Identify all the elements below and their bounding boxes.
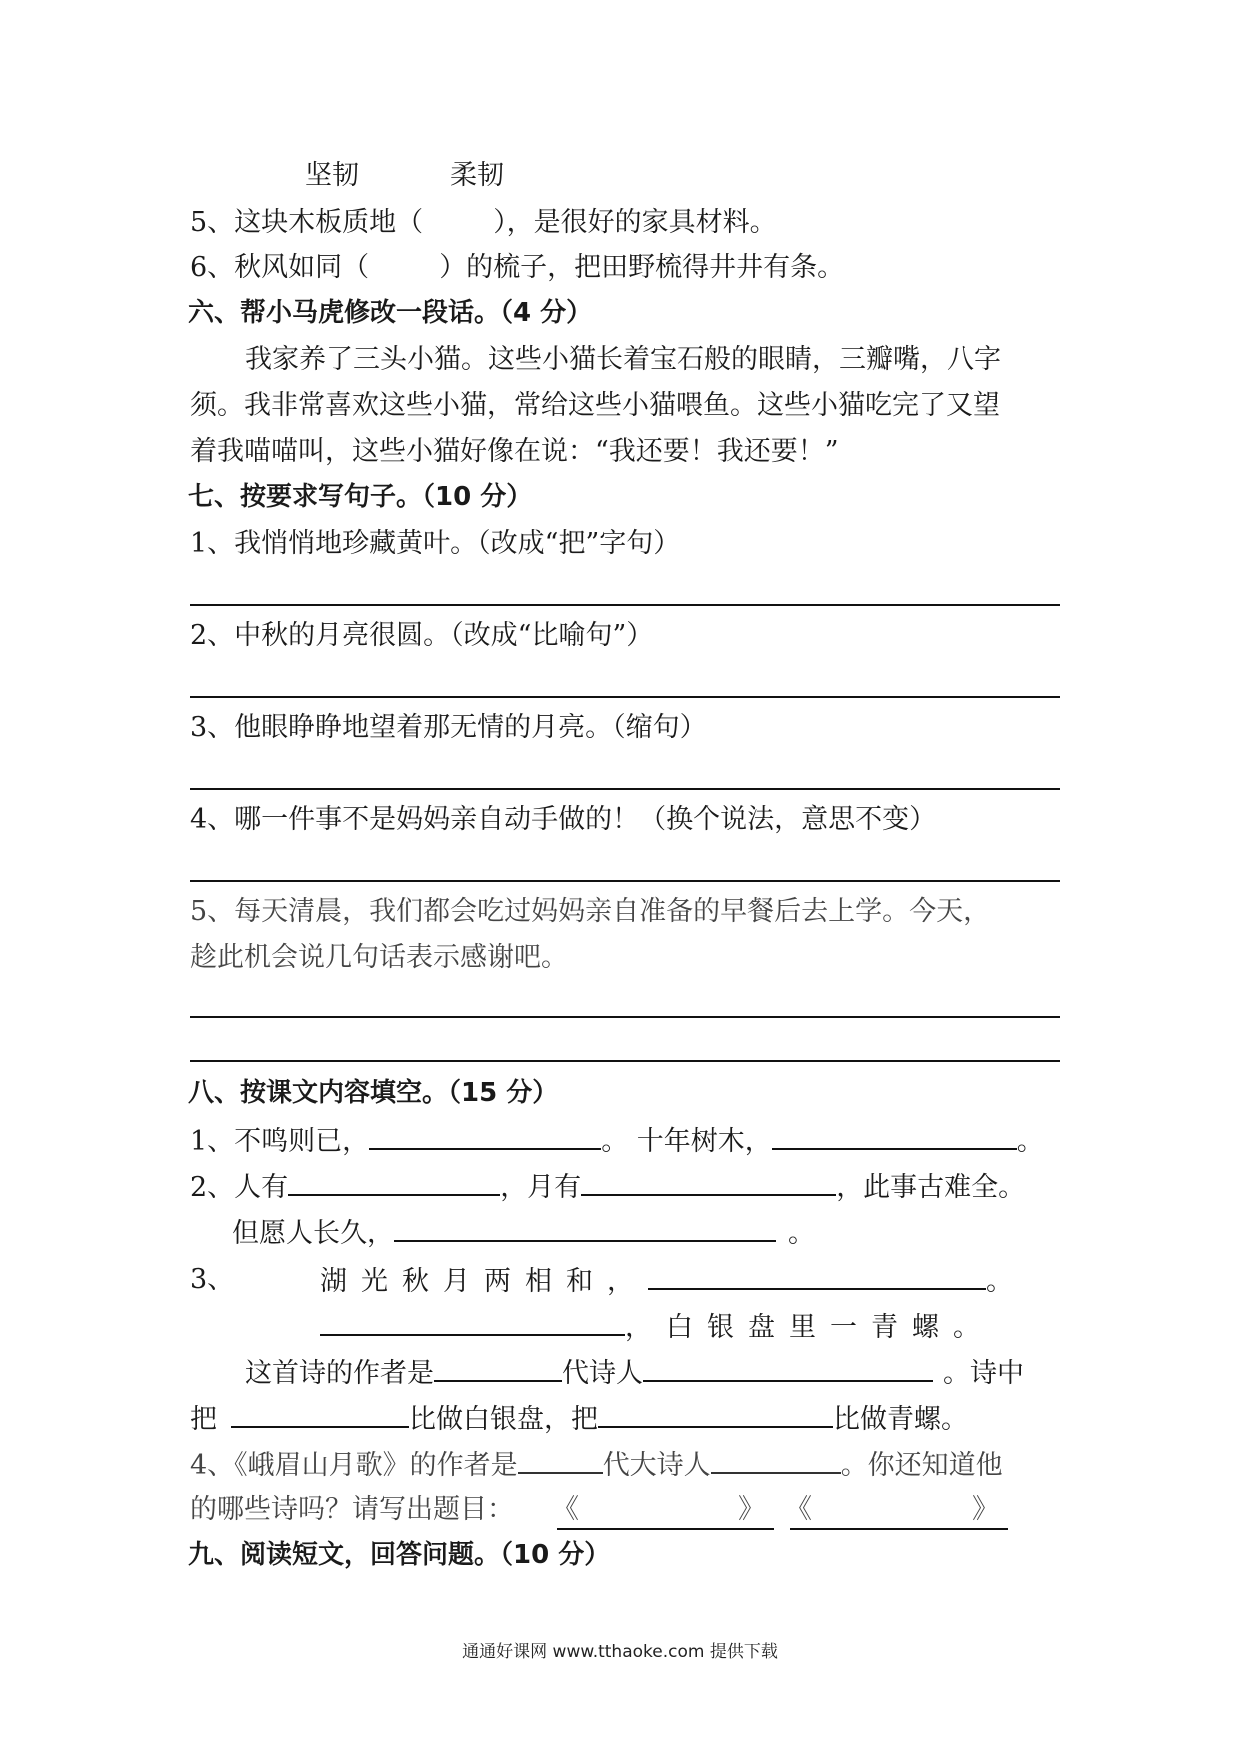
page-footer: 通通好课网 www.tthaoke.com 提供下载 [462, 1642, 778, 1662]
rewrite-question-1: 1、我悄悄地珍藏黄叶。（改成“把”字句） [190, 528, 681, 559]
answer-line[interactable] [190, 880, 1060, 882]
word-option-2: 柔韧 [450, 160, 504, 191]
rewrite-question-5-line-2: 趁此机会说几句话表示感谢吧。 [190, 942, 568, 973]
title-blank-1[interactable] [557, 1528, 774, 1530]
fill-blank[interactable] [648, 1264, 986, 1290]
fill-question-2: 2、人有 ，月有 ，此事古难全。 [190, 1172, 1026, 1203]
fill-question-4-line-2: 的哪些诗吗？请写出题目： [190, 1494, 514, 1525]
fill-blank[interactable] [231, 1402, 409, 1428]
fill-question-3-author: 这首诗的作者是 代诗人 。诗中 [245, 1358, 1024, 1389]
fill-blank[interactable] [581, 1170, 836, 1196]
answer-line[interactable] [190, 1060, 1060, 1062]
section-7-heading: 七、按要求写句子。（10 分） [188, 482, 533, 512]
question-5: 5、这块木板质地（ ），是很好的家具材料。 [190, 207, 777, 238]
answer-line[interactable] [190, 696, 1060, 698]
section-9-heading: 九、阅读短文，回答问题。（10 分） [188, 1540, 611, 1570]
section-8-heading: 八、按课文内容填空。（15 分） [188, 1078, 559, 1108]
answer-line[interactable] [190, 788, 1060, 790]
fill-blank[interactable] [711, 1448, 841, 1474]
rewrite-question-2: 2、中秋的月亮很圆。（改成“比喻句”） [190, 620, 654, 651]
fill-blank[interactable] [772, 1124, 1017, 1150]
fill-question-3-number: 3、 [190, 1264, 235, 1295]
fill-question-4: 4、《峨眉山月歌》的作者是 代大诗人 。你还知道他 [190, 1450, 1003, 1481]
paragraph-line-2: 须。我非常喜欢这些小猫，常给这些小猫喂鱼。这些小猫吃完了又望 [190, 390, 1000, 421]
fill-question-3-compare: 把 比做白银盘，把 比做青螺。 [190, 1404, 968, 1435]
question-6: 6、秋风如同（ ）的梳子，把田野梳得井井有条。 [190, 252, 845, 283]
fill-question-2-cont: 但愿人长久， 。 [232, 1218, 815, 1249]
poem-line-2: ，白银盘里一青螺。 [320, 1310, 994, 1344]
fill-blank[interactable] [369, 1124, 601, 1150]
answer-line[interactable] [190, 1016, 1060, 1018]
title-blank-1-open: 《 [552, 1494, 579, 1525]
rewrite-question-4: 4、哪一件事不是妈妈亲自动手做的！（换个说法，意思不变） [190, 804, 937, 835]
title-blank-1-close: 》 [738, 1494, 765, 1525]
fill-blank[interactable] [434, 1356, 562, 1382]
section-6-heading: 六、帮小马虎修改一段话。（4 分） [188, 298, 593, 328]
fill-blank[interactable] [643, 1356, 933, 1382]
fill-blank[interactable] [394, 1216, 776, 1242]
poem-line-1: 湖光秋月两相和， 。 [320, 1266, 1013, 1297]
fill-blank[interactable] [288, 1170, 500, 1196]
answer-line[interactable] [190, 604, 1060, 606]
fill-blank[interactable] [320, 1310, 625, 1336]
paragraph-line-3: 着我喵喵叫，这些小猫好像在说：“我还要！我还要！” [190, 436, 839, 467]
rewrite-question-3: 3、他眼睁睁地望着那无情的月亮。（缩句） [190, 712, 707, 743]
title-blank-2-close: 》 [972, 1494, 999, 1525]
title-blank-2[interactable] [790, 1528, 1008, 1530]
rewrite-question-5-line-1: 5、每天清晨，我们都会吃过妈妈亲自准备的早餐后去上学。今天， [190, 896, 991, 927]
fill-blank[interactable] [518, 1448, 603, 1474]
word-option-1: 坚韧 [305, 160, 359, 191]
fill-question-1: 1、不鸣则已， 。 十年树木， 。 [190, 1126, 1044, 1157]
title-blank-2-open: 《 [785, 1494, 812, 1525]
fill-blank[interactable] [598, 1402, 833, 1428]
paragraph-line-1: 我家养了三头小猫。这些小猫长着宝石般的眼睛，三瓣嘴，八字 [245, 344, 1001, 375]
